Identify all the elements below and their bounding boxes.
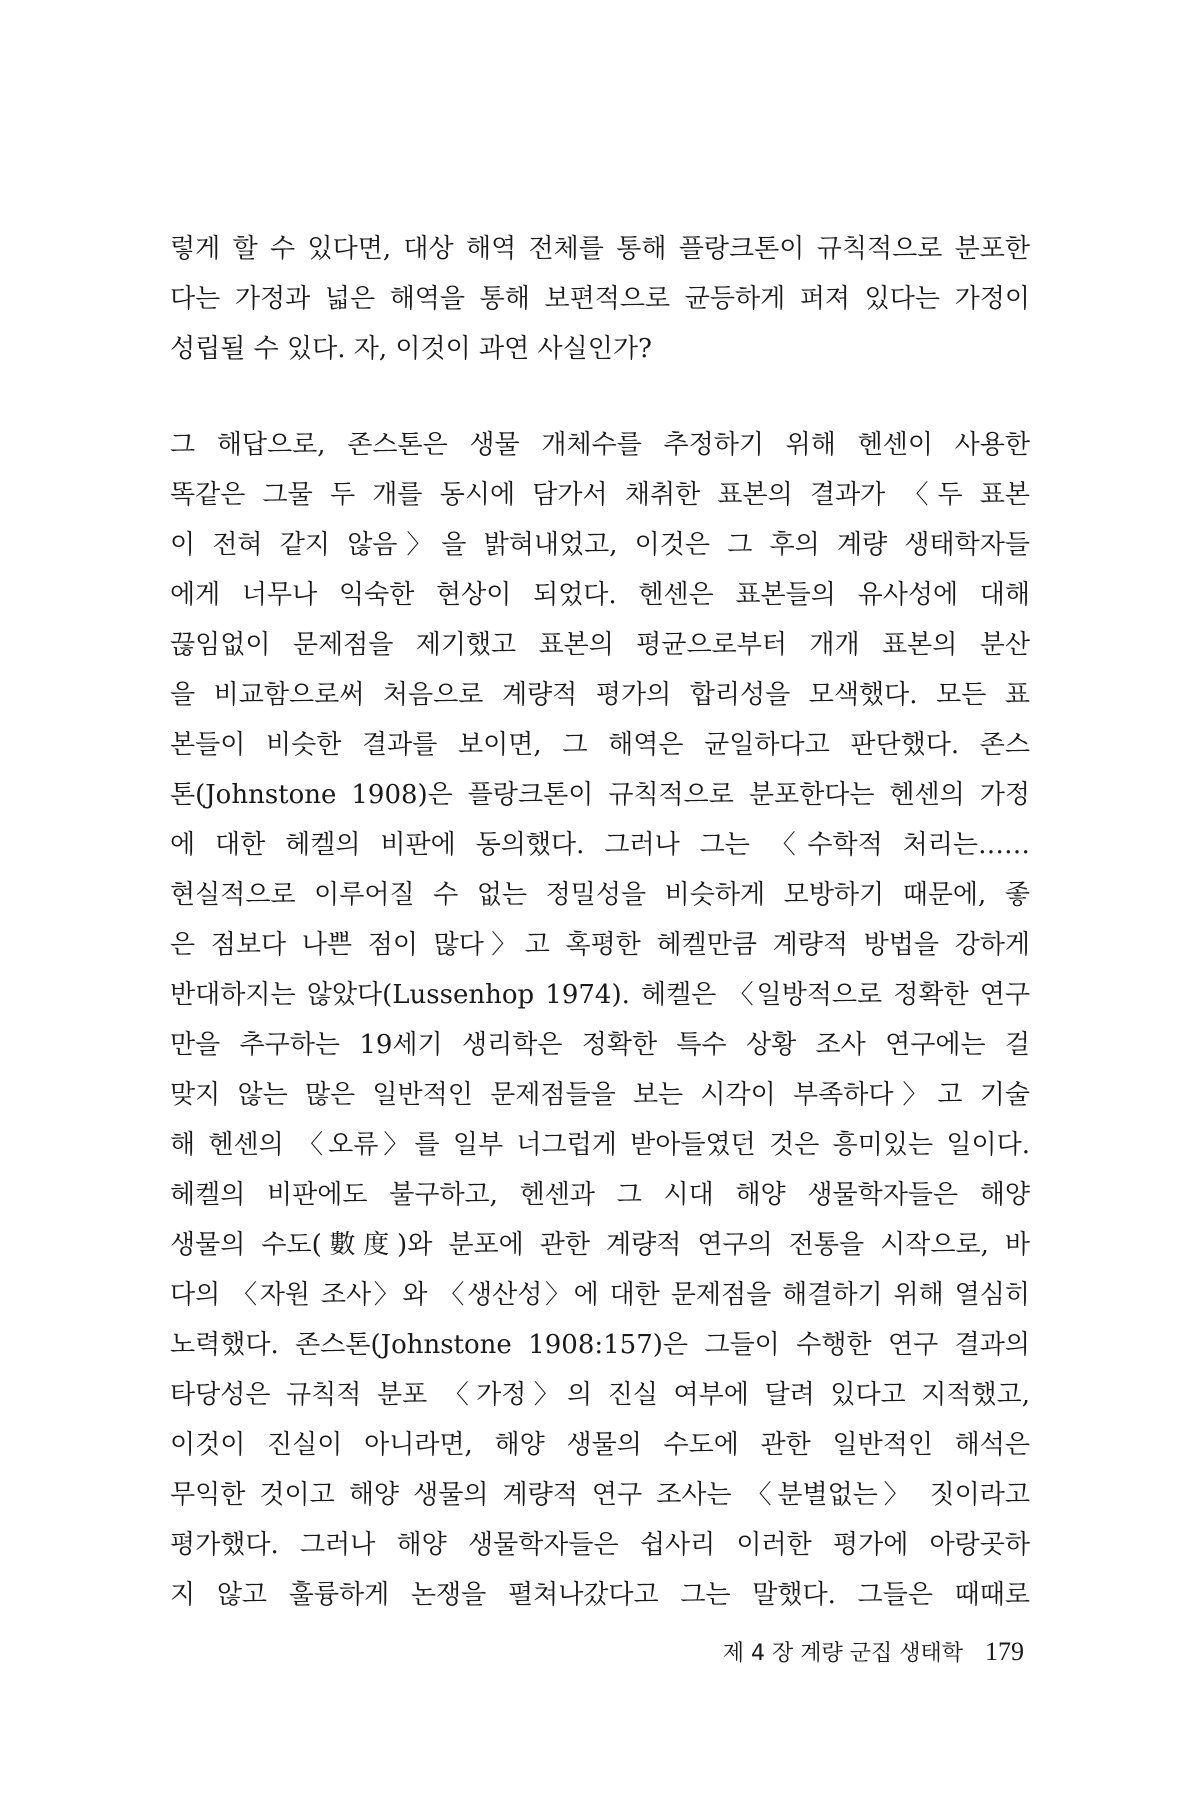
text-line: 다는 가정과 넓은 해역을 통해 보편적으로 균등하게 퍼져 있다는 가정이 [170, 284, 1030, 314]
text-line: 은 점보다 나쁜 점이 많다〉고 혹평한 헤켈만큼 계량적 방법을 강하게 [170, 930, 1030, 960]
text-line: 헤켈의 비판에도 불구하고, 헨센과 그 시대 해양 생물학자들은 해양 [170, 1180, 1030, 1210]
chapter-title: 제 4 장 계량 군집 생태학 [722, 1641, 963, 1666]
page-number: 179 [985, 1637, 1024, 1666]
text-line: 현실적으로 이루어질 수 없는 정밀성을 비슷하게 모방하기 때문에, 좋 [170, 880, 1030, 910]
text-line: 렇게 할 수 있다면, 대상 해역 전체를 통해 플랑크톤이 규칙적으로 분포한 [170, 234, 1030, 264]
text-line: 이것이 진실이 아니라면, 해양 생물의 수도에 관한 일반적인 해석은 [170, 1430, 1030, 1460]
page-footer [723, 1636, 1024, 1667]
text-line: 반대하지는 않았다(Lussenhop 1974). 헤켈은 〈일방적으로 정확한 연구 [170, 980, 1030, 1010]
text-line: 톤(Johnstone 1908)은 플랑크톤이 규칙적으로 분포한다는 헨센의 가정 [170, 780, 1030, 810]
text-line: 끊임없이 문제점을 제기했고 표본의 평균으로부터 개개 표본의 분산 [170, 630, 1030, 660]
text-line: 타당성은 규칙적 분포 〈가정〉의 진실 여부에 달려 있다고 지적했고, [170, 1380, 1030, 1410]
text-line: 을 비교함으로써 처음으로 계량적 평가의 합리성을 모색했다. 모든 표 [170, 680, 1030, 710]
paragraph-main [170, 420, 1030, 1620]
text-line: 이 전혀 같지 않음〉을 밝혀내었고, 이것은 그 후의 계량 생태학자들 [170, 530, 1030, 560]
text-line: 맞지 않는 많은 일반적인 문제점들을 보는 시각이 부족하다〉고 기술 [170, 1080, 1030, 1110]
text-line: 해 헨센의 〈오류〉를 일부 너그럽게 받아들였던 것은 흥미있는 일이다. [170, 1130, 1030, 1160]
text-line: 평가했다. 그러나 해양 생물학자들은 쉽사리 이러한 평가에 아랑곳하 [170, 1530, 1030, 1560]
text-line: 지 않고 훌륭하게 논쟁을 펼쳐나갔다고 그는 말했다. 그들은 때때로 [170, 1580, 1030, 1610]
text-line: 에게 너무나 익숙한 현상이 되었다. 헨센은 표본들의 유사성에 대해 [170, 580, 1030, 610]
text-line: 다의 〈자원 조사〉와 〈생산성〉에 대한 문제점을 해결하기 위해 열심히 [170, 1280, 1030, 1310]
text-line: 에 대한 헤켈의 비판에 동의했다. 그러나 그는 〈수학적 처리는…… [170, 830, 1030, 860]
text-line: 똑같은 그물 두 개를 동시에 담가서 채취한 표본의 결과가 〈두 표본 [170, 480, 1030, 510]
text-line: 본들이 비슷한 결과를 보이면, 그 해역은 균일하다고 판단했다. 존스 [170, 730, 1030, 760]
text-line: 노력했다. 존스톤(Johnstone 1908:157)은 그들이 수행한 연구 결과의 [170, 1330, 1030, 1360]
text-line: 만을 추구하는 19세기 생리학은 정확한 특수 상황 조사 연구에는 걸 [170, 1030, 1030, 1060]
text-line: 무익한 것이고 해양 생물의 계량적 연구 조사는 〈분별없는〉 짓이라고 [170, 1480, 1030, 1510]
text-line: 그 해답으로, 존스톤은 생물 개체수를 추정하기 위해 헨센이 사용한 [170, 430, 1030, 460]
paragraph-continuation [170, 224, 1030, 374]
text-line: 생물의 수도(數度)와 분포에 관한 계량적 연구의 전통을 시작으로, 바 [170, 1230, 1030, 1260]
text-line: 성립될 수 있다. 자, 이것이 과연 사실인가? [170, 334, 652, 364]
